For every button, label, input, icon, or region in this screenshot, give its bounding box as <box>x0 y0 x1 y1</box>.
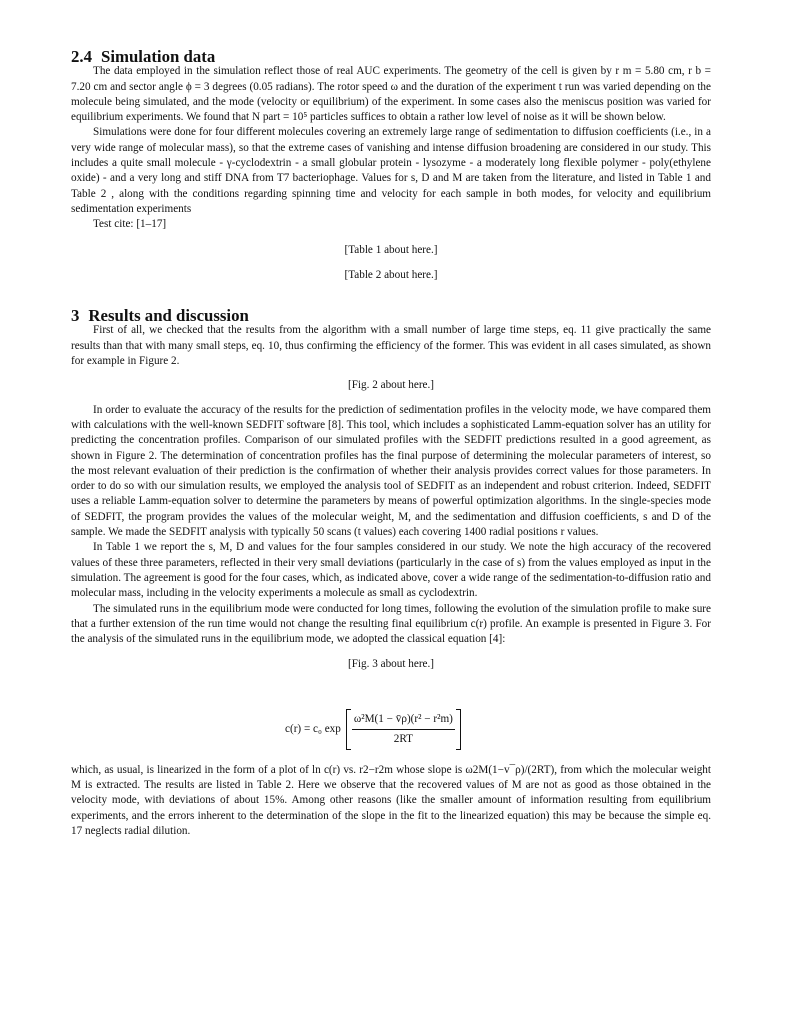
test-cite-line: Test cite: [1–17] <box>93 218 167 231</box>
equation-denominator: 2RT <box>393 733 413 746</box>
figure-2-placeholder: [Fig. 2 about here.] <box>347 379 435 392</box>
section-number: 2.4 <box>71 47 92 66</box>
paragraph: In Table 1 we report the s, M, D and values for the four samples considered in our study. We note the high accuracy of the recovered values of these three parameters, reflected in their very small deviations (particularly in the case of s) from the values employed as input in the simulation. The agreement is good for the four cases, which, as indicated above, cover a wide range of the sedimentation-to-diffusion ratio and molecular mass, including in the velocity experiments a molecule as small as cyclodextrin. <box>71 541 711 600</box>
equation-lhs: c(r) = c₀ exp <box>285 723 341 736</box>
equation-numerator: ω²M(1 − v̄ρ)(r² − r²m) <box>352 712 455 730</box>
figure-3-placeholder: [Fig. 3 about here.] <box>347 658 435 671</box>
paragraph: First of all, we checked that the results from the algorithm with a small number of large time steps, eq. 11 give practically the same results than that with many small steps, eq. 10, thus confirming the efficiency of the former. This was evident in all cases simulated, as shown for example in Figure 2. <box>71 324 711 368</box>
section-title: Simulation data <box>100 47 216 66</box>
paragraph: In order to evaluate the accuracy of the results for the prediction of sedimentation profiles in the velocity mode, we have compared them with calculations with the well-known SEDFIT software [8]. This tool, which includes a sophisticated Lamm-equation solver has an utility for predicting the concentration profiles. Comparison of our simulated profiles with the SEDFIT predictions resulted in a good agreement, as shown in Figure 2. The determination of concentration profiles has the final purpose of determining the molecular parameters of interest, so the most relevant evaluation of their prediction is the confirmation of whether their analysis provides correct values for those parameters. In order to do so with our simulation results, we employed the analysis tool of SEDFIT as an independent and robust criterion. Indeed, SEDFIT uses a reliable Lamm-equation solver to determine the parameters by means of powerful optimization algorithms. In the single-species mode of SEDFIT, the program provides the values of the molecular weight, M, and the sedimentation and diffusion coefficients, s and D of the sample. We made the SEDFIT analysis with typically 50 scans (t values) each covering 1400 radial positions r values. <box>71 403 711 539</box>
equilibrium-equation <box>71 707 711 755</box>
document-page <box>71 49 711 839</box>
paragraph: The simulated runs in the equilibrium mode were conducted for long times, following the evolution of the simulation profile to make sure that a further extension of the run time would not change the resulting final equilibrium c(r) profile. An example is presented in Figure 3. For the analysis of the simulated runs in the equilibrium mode, we adopted the classical equation [4]: <box>71 602 711 646</box>
paragraph: which, as usual, is linearized in the form of a plot of ln c(r) vs. r2−r2m whose slope is ω2M(1−v¯ρ)/(2RT), from which the molecular weight M is extracted. The results are listed in Table 2. Here we observe that the recovered values of M are not as good as those obtained in the velocity mode, with deviations of about 15%. Among other reasons (like the smaller amount of information resulting from equilibrium experiments, and the errors inherent to the determination of the slope in the fit to the linearized equation) this may be because the simple eq. 17 neglects radial dilution. <box>71 763 711 837</box>
table-1-placeholder: [Table 1 about here.] <box>344 243 438 256</box>
paragraph: Simulations were done for four different molecules covering an extremely large range of sedimentation to diffusion coefficients (i.e., in a very wide range of molecular mass), so that the extreme cases of vanishing and intense diffusion broadening are considered in our study. This includes a quite small molecule - γ-cyclodextrin - a small globular protein - lysozyme - a moderately long flexible polymer - poly(ethylene oxide) - and a very long and stiff DNA from T7 bacteriophage. Values for s, D and M are taken from the literature, and listed in Table 1 and Table 2 , along with the conditions regarding spinning time and velocity for each sample in both modes, for velocity and equilibrium sedimentation experiments <box>71 126 711 215</box>
section-heading-simulation-data <box>71 49 711 64</box>
equation-fraction <box>352 709 455 751</box>
section-number: 3 <box>71 306 80 326</box>
table-2-placeholder: [Table 2 about here.] <box>344 268 438 281</box>
section-heading-results <box>71 306 711 326</box>
section-title: Results and discussion <box>88 306 249 326</box>
paragraph: The data employed in the simulation reflect those of real AUC experiments. The geometry of the cell is given by r m = 5.80 cm, r b = 7.20 cm and sector angle ϕ = 3 degrees (0.05 radians). The rotor speed ω and the duration of the experiment t run was varied depending on the molecule being simulated, and the mode (velocity or equilibrium) of the experiment. In some cases also the meniscus position was varied for equilibrium experiments. We found that N part = 10⁵ particles suffices to obtain a rather low level of noise as it will be shown below. <box>71 65 711 124</box>
equation-bracket <box>346 709 461 751</box>
